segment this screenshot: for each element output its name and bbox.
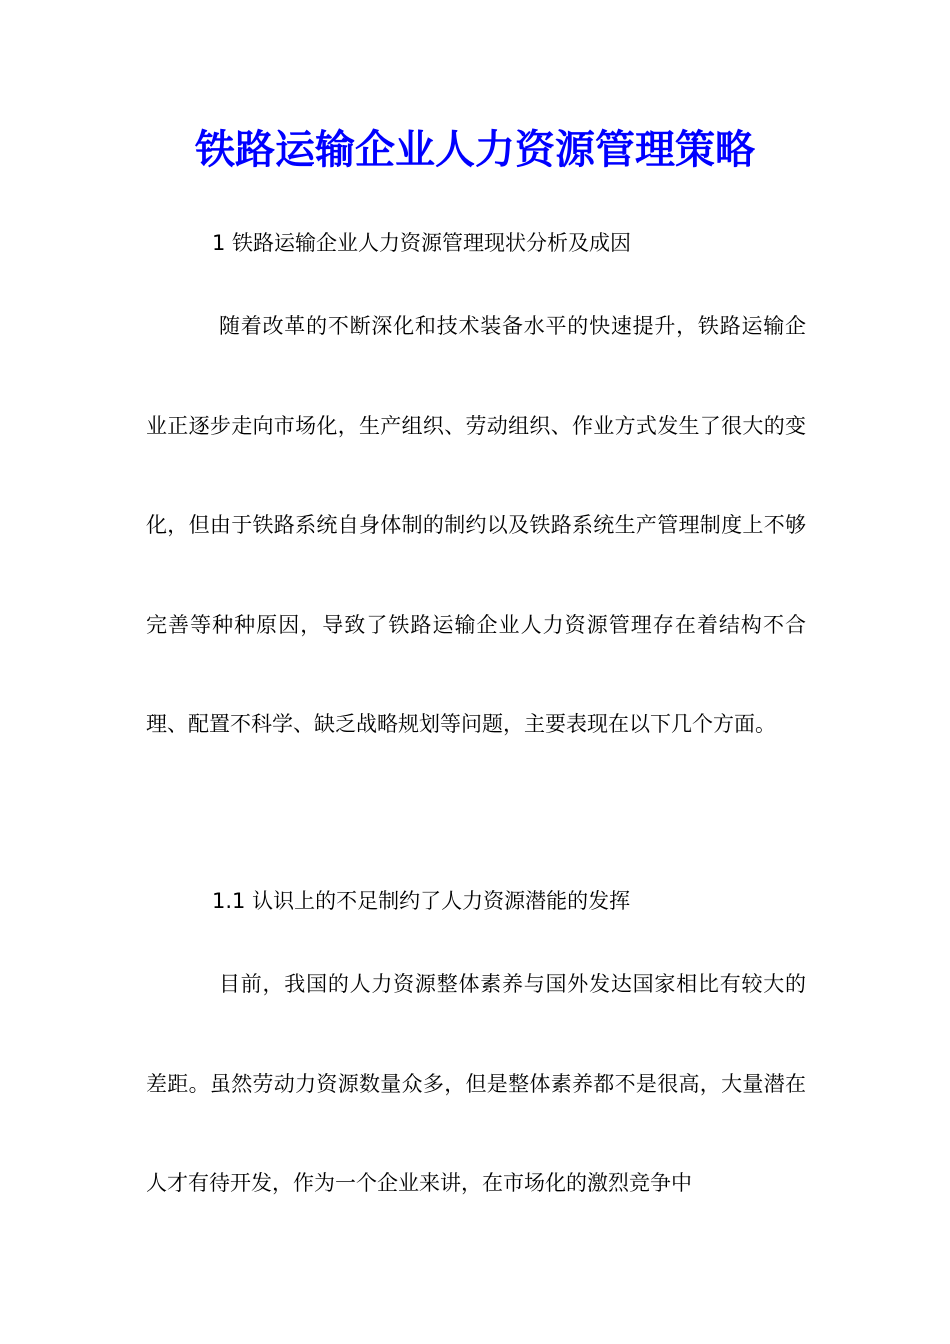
- paragraph-1: 随着改革的不断深化和技术装备水平的快速提升，铁路运输企业正逐步走向市场化，生产组织、劳动组织、作业方式发生了很大的变化，但由于铁路系统自身体制的制约以及铁路系统生产管理制度上不够完善等种种原因，导致了铁路运输企业人力资源管理存在着结构不合理、配置不科学、缺乏战略规划等问题，主要表现在以下几个方面。: [146, 314, 806, 736]
- document-title: 铁路运输企业人力资源管理策略: [195, 126, 755, 173]
- section-1-1-heading: 1.1 认识上的不足制约了人力资源潜能的发挥: [212, 889, 631, 913]
- paragraph-2: 目前，我国的人力资源整体素养与国外发达国家相比有较大的差距。虽然劳动力资源数量众多，但是整体素养都不是很高，大量潜在人才有待开发，作为一个企业来讲，在市场化的激烈竞争中: [146, 972, 806, 1195]
- section-1-heading: 1 铁路运输企业人力资源管理现状分析及成因: [212, 231, 632, 255]
